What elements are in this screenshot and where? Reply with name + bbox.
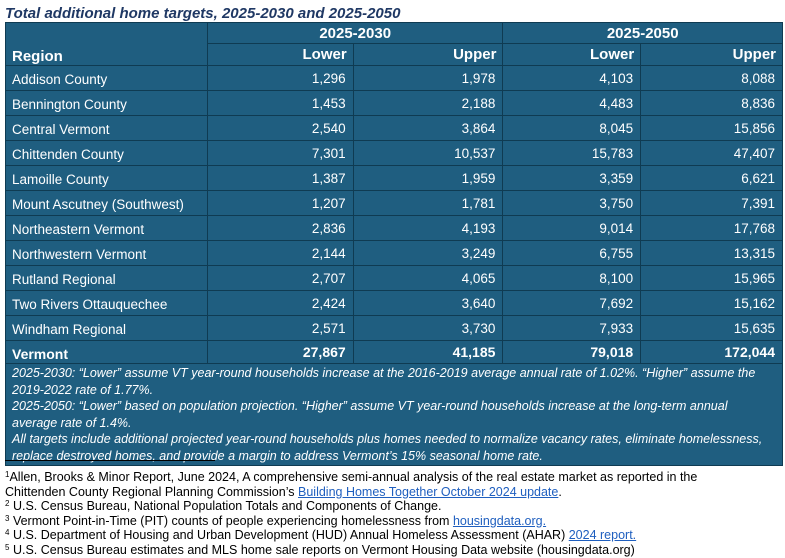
table-cell: 2,836 <box>207 216 353 241</box>
table-cell: 1,296 <box>207 66 353 91</box>
table-cell: 2,144 <box>207 241 353 266</box>
table-cell: 6,621 <box>641 166 783 191</box>
home-targets-table <box>5 22 783 466</box>
table-cell: 8,088 <box>641 66 783 91</box>
table-cell: 1,959 <box>353 166 503 191</box>
footnote-2: $^2$ U.S. Census Bureau, National Population Totals and Components of Change. <box>5 499 442 513</box>
table-row <box>6 141 783 166</box>
table-cell: 10,537 <box>353 141 503 166</box>
note-all-targets: All targets include additional projected year-round households plus homes needed to normalize vacancy rates, eliminate homelessness, replace destroyed homes, and provide a margin to address Vermont’s 15% seasonal home rate. <box>12 432 763 463</box>
table-cell: 7,692 <box>503 291 641 316</box>
total-row <box>6 341 783 364</box>
table-cell: 3,640 <box>353 291 503 316</box>
table-cell: 2,188 <box>353 91 503 116</box>
table-cell: 3,249 <box>353 241 503 266</box>
table-row <box>6 66 783 91</box>
table-cell: 17,768 <box>641 216 783 241</box>
table-cell: 2,540 <box>207 116 353 141</box>
table-cell: 1,781 <box>353 191 503 216</box>
table-cell: 8,100 <box>503 266 641 291</box>
table-row <box>6 166 783 191</box>
table-cell: 3,730 <box>353 316 503 341</box>
table-cell: 8,045 <box>503 116 641 141</box>
housingdata-link[interactable]: housingdata.org. <box>452 513 547 528</box>
table-cell: 172,044 <box>641 341 783 364</box>
table-row <box>6 241 783 266</box>
region-name: Two Rivers Ottauquechee <box>6 291 208 316</box>
period-header-2030: 2025-2030 <box>207 23 502 44</box>
table-cell: 6,755 <box>503 241 641 266</box>
region-name: Northeastern Vermont <box>6 216 208 241</box>
table-cell: 7,301 <box>207 141 353 166</box>
table-cell: 2,707 <box>207 266 353 291</box>
lower-header: Lower <box>503 44 641 66</box>
table-cell: 1,453 <box>207 91 353 116</box>
region-name: Mount Ascutney (Southwest) <box>6 191 208 216</box>
table-cell: 15,635 <box>641 316 783 341</box>
table-cell: 1,207 <box>207 191 353 216</box>
table-row <box>6 191 783 216</box>
table-cell: 3,359 <box>503 166 641 191</box>
note-2030: 2025-2030: “Lower” assume VT year-round households increase at the 2016-2019 average annual rate of 1.02%. “Higher” assume the 2019-2022 rate of 1.77%. <box>12 366 756 397</box>
footnote-1-cont: Chittenden County Regional Planning Commission’s Building Homes Together October 2024 update. <box>5 484 562 499</box>
footnote-1: $^1$Allen, Brooks & Minor Report, June 2024, A comprehensive semi-annual analysis of the real estate market as reported in the <box>5 470 698 484</box>
table-cell: 8,836 <box>641 91 783 116</box>
region-name: Rutland Regional <box>6 266 208 291</box>
table-cell: 1,387 <box>207 166 353 191</box>
footnotes <box>5 470 780 557</box>
table-cell: 4,483 <box>503 91 641 116</box>
period-header-2050: 2025-2050 <box>503 23 783 44</box>
table-cell: 13,315 <box>641 241 783 266</box>
footnote-5: $^5$ U.S. Census Bureau estimates and MLS home sale reports on Vermont Housing Data website (housingdata.org) <box>5 542 635 557</box>
table-cell: 2,571 <box>207 316 353 341</box>
table-cell: 15,783 <box>503 141 641 166</box>
table-row <box>6 266 783 291</box>
region-name: Lamoille County <box>6 166 208 191</box>
region-name: Northwestern Vermont <box>6 241 208 266</box>
table-cell: 3,750 <box>503 191 641 216</box>
notes-row <box>6 364 783 466</box>
table-cell: 4,065 <box>353 266 503 291</box>
table-row <box>6 316 783 341</box>
footnote-divider <box>5 460 215 461</box>
region-name: Central Vermont <box>6 116 208 141</box>
upper-header: Upper <box>641 44 783 66</box>
upper-header: Upper <box>353 44 503 66</box>
table-row <box>6 291 783 316</box>
table-row <box>6 216 783 241</box>
table-row <box>6 91 783 116</box>
table-cell: 15,965 <box>641 266 783 291</box>
region-name: Chittenden County <box>6 141 208 166</box>
table-title: Total additional home targets, 2025-2030 and 2025-2050 <box>5 5 401 22</box>
table-cell: 47,407 <box>641 141 783 166</box>
region-name: Windham Regional <box>6 316 208 341</box>
table-cell: 79,018 <box>503 341 641 364</box>
footnote-4: $^4$ U.S. Department of Housing and Urban Development (HUD) Annual Homeless Assessment (AHAR) 2024 report. <box>5 528 637 542</box>
table-cell: 41,185 <box>353 341 503 364</box>
table-cell: 9,014 <box>503 216 641 241</box>
table-cell: 7,391 <box>641 191 783 216</box>
building-homes-together-link[interactable]: Building Homes Together October 2024 update <box>298 484 559 499</box>
total-region: Vermont <box>6 341 208 364</box>
table-cell: 4,103 <box>503 66 641 91</box>
lower-header: Lower <box>207 44 353 66</box>
region-name: Bennington County <box>6 91 208 116</box>
note-2050: 2025-2050: “Lower” based on population projection. “Higher” assume VT year-round households increase at the long-term annual average rate of 1.4%. <box>12 399 728 430</box>
ahar-report-link[interactable]: 2024 report. <box>568 528 637 542</box>
table-cell: 15,856 <box>641 116 783 141</box>
table-cell: 2,424 <box>207 291 353 316</box>
table-cell: 27,867 <box>207 341 353 364</box>
table-row <box>6 116 783 141</box>
table-cell: 4,193 <box>353 216 503 241</box>
table-cell: 7,933 <box>503 316 641 341</box>
table-cell: 3,864 <box>353 116 503 141</box>
table-notes <box>6 364 783 466</box>
table-cell: 15,162 <box>641 291 783 316</box>
table-cell: 1,978 <box>353 66 503 91</box>
footnote-3: $^3$ Vermont Point-in-Time (PIT) counts of people experiencing homelessness from housingdata.org. <box>5 513 547 528</box>
region-name: Addison County <box>6 66 208 91</box>
region-header: Region <box>6 23 208 66</box>
